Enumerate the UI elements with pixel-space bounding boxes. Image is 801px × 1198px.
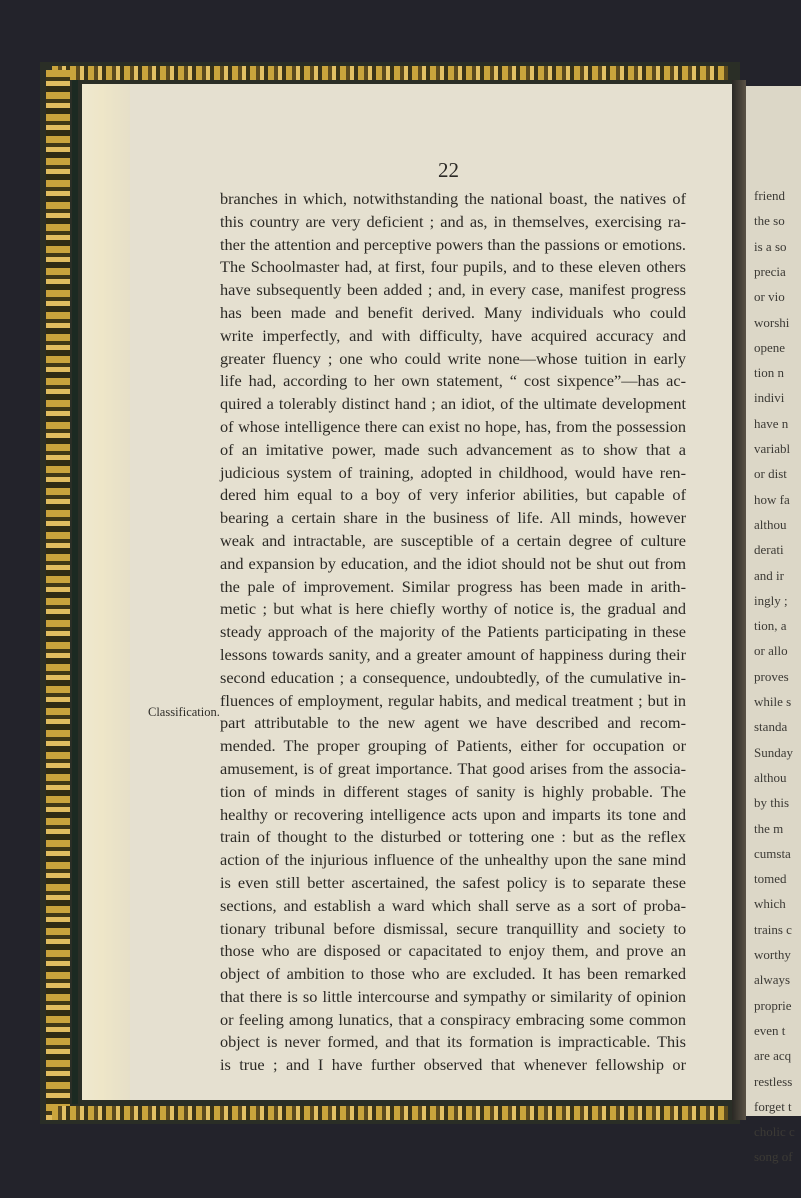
text-line: or feeling among lunatics, that a conspiracy embracing some common [220, 1009, 686, 1029]
facing-text-fragment: even t [754, 1022, 786, 1038]
text-line: second education ; a consequence, undoubtedly, of the cumulative in- [220, 667, 686, 687]
text-line: that there is so little intercourse and sympathy or similarity of opinion [220, 986, 686, 1006]
text-line: of an imitative power, made such advancement as to show that a [220, 439, 686, 459]
text-line: object is never formed, and that its formation is impracticable. This [220, 1032, 686, 1052]
facing-text-fragment: althou [754, 516, 787, 532]
text-line: greater fluency ; one who could write none—whose tuition in early [220, 348, 686, 368]
text-line: judicious system of training, adopted in childhood, would have ren- [220, 462, 686, 482]
gilt-border-bottom [52, 1106, 728, 1120]
text-line: amusement, is of great importance. That good arises from the associa- [220, 758, 686, 778]
facing-text-fragment: which [754, 896, 786, 912]
facing-text-fragment: is a so [754, 238, 787, 254]
facing-text-fragment: song of [754, 1149, 793, 1165]
text-line: of whose intelligence there can exist no hope, has, from the possession [220, 416, 686, 436]
facing-text-fragment: cumsta [754, 845, 791, 861]
facing-text-fragment: Sunday [754, 744, 793, 760]
text-line: part attributable to the new agent we have described and recom- [220, 713, 686, 733]
text-line: metic ; but what is here chiefly worthy of notice is, the gradual and [220, 599, 686, 619]
book-gutter [732, 80, 746, 1120]
margin-note: Classification. [148, 705, 220, 719]
text-line: life had, according to her own statement, “ cost sixpence”—has ac- [220, 371, 686, 391]
facing-text-fragment: variabl [754, 441, 791, 456]
facing-text-fragment: opene [754, 339, 786, 355]
facing-text-fragment: forget t [754, 1098, 792, 1114]
text-line: sections, and establish a ward which shall serve as a sort of proba- [220, 895, 686, 915]
text-line: healthy or recovering intelligence acts upon and imparts its tone and [220, 804, 686, 824]
facing-text-fragment: indivi [754, 390, 785, 406]
facing-text-fragment: tomed [754, 871, 787, 887]
facing-page [746, 86, 801, 1165]
facing-text-fragment: the so [754, 213, 785, 229]
facing-text-fragment: have n [754, 415, 789, 431]
text-line: action of the injurious influence of the unhealthy upon the sane mind [220, 850, 686, 870]
facing-text-fragment: or allo [754, 643, 788, 659]
text-line: lessons towards sanity, and a greater amount of happiness during their [220, 644, 686, 664]
facing-text-fragment: friend [754, 188, 786, 203]
text-line: write imperfectly, and with difficulty, have acquired accuracy and [220, 325, 686, 345]
text-line: is true ; and I have further observed that whenever fellowship or [220, 1055, 686, 1075]
text-line: fluences of employment, regular habits, and medical treatment ; but in [220, 690, 686, 710]
facing-text-fragment: cholic c [754, 1124, 795, 1140]
text-line: have subsequently been added ; and, in every case, manifest progress [220, 280, 686, 300]
facing-text-fragment: or dist [754, 466, 787, 482]
text-line: has been made and benefit derived. Many individuals who could [220, 302, 686, 322]
facing-text-fragment: by this [754, 795, 790, 811]
text-line: ther the attention and perceptive powers than the passions or emotions. [220, 234, 686, 254]
text-line: bearing a certain share in the business of life. All minds, however [220, 508, 686, 528]
text-line: weak and intractable, are susceptible of a certain degree of culture [220, 530, 686, 550]
text-line: branches in which, notwithstanding the national boast, the natives of [220, 189, 686, 208]
facing-text-fragment: how fa [754, 491, 790, 507]
facing-text-fragment: and ir [754, 567, 784, 583]
facing-text-fragment: proves [754, 668, 789, 684]
facing-text-fragment: the m [754, 820, 784, 836]
facing-text-fragment: always [754, 972, 791, 988]
text-line: the pale of improvement. Similar progress has been made in arith- [220, 576, 686, 596]
page-number: 22 [438, 158, 459, 182]
facing-text-fragment: derati [754, 542, 784, 558]
facing-text-fragment: restless [754, 1073, 793, 1089]
gilt-border-top [52, 66, 728, 80]
facing-text-fragment: precia [754, 263, 786, 279]
facing-text-fragment: tion, a [754, 618, 787, 634]
facing-text-fragment: are acq [754, 1048, 792, 1064]
text-line: tionary tribunal before dismissal, secure tranquillity and society to [220, 918, 686, 938]
text-line: dered him equal to a boy of very inferior abilities, but capable of [220, 485, 686, 505]
facing-text-fragment: while s [754, 694, 792, 709]
facing-text-fragment: trains c [754, 921, 792, 937]
text-line: mended. The proper grouping of Patients, either for occupation or [220, 736, 686, 756]
text-line: The Schoolmaster had, at first, four pupils, and to these eleven others [220, 257, 686, 277]
facing-text-fragment: or vio [754, 289, 785, 305]
facing-text-fragment: worthy [754, 947, 791, 962]
body-text [220, 188, 686, 1077]
text-line: train of thought to the disturbed or tottering one : but as the reflex [220, 827, 686, 847]
text-line: object of ambition to those who are excluded. It has been remarked [220, 964, 686, 984]
text-line: quired a tolerably distinct hand ; an idiot, of the ultimate development [220, 394, 686, 414]
facing-text-fragment: althou [754, 769, 787, 785]
facing-text-fragment: worshi [754, 314, 790, 330]
binding-inner-edge [72, 80, 78, 1104]
text-line: this country are very deficient ; and as, in themselves, exercising ra- [220, 211, 686, 231]
page-edge-shading [82, 84, 130, 1100]
facing-text-fragment: tion n [754, 365, 784, 381]
text-line: steady approach of the majority of the Patients participating in these [220, 622, 686, 642]
facing-text-fragment: ingly ; [754, 592, 788, 608]
text-line: is even still better ascertained, the safest policy is to separate these [220, 872, 686, 892]
text-line: tion of minds in different stages of sanity is highly probable. The [220, 781, 686, 801]
text-line: and expansion by education, and the idiot should not be shut out from [220, 553, 686, 573]
text-line: those who are disposed or capacitated to enjoy them, and prove an [220, 941, 686, 961]
facing-text-fragment: proprie [754, 997, 792, 1013]
facing-text-fragment: standa [754, 719, 788, 735]
gilt-border-left [46, 70, 70, 1120]
